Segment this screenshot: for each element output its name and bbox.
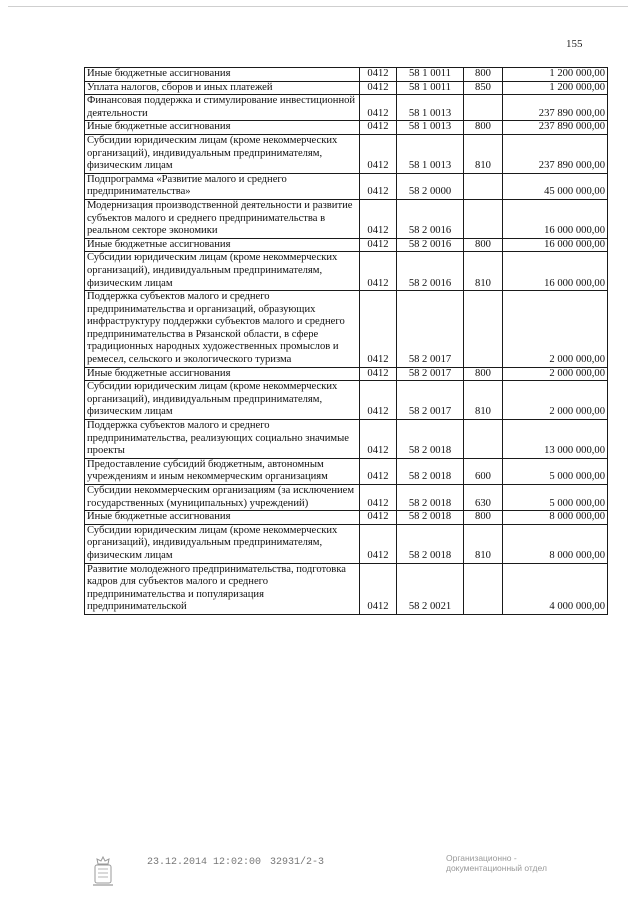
row-name: Субсидии юридическим лицам (кроме некоммерческих организаций), индивидуальным предпринимателям, физическим лицам bbox=[85, 381, 360, 420]
row-name: Иные бюджетные ассигнования bbox=[85, 511, 360, 525]
row-name: Субсидии юридическим лицам (кроме некоммерческих организаций), индивидуальным предпринимателям, физическим лицам bbox=[85, 524, 360, 563]
row-type: 800 bbox=[464, 511, 503, 525]
row-name: Финансовая поддержка и стимулирование инвестиционной деятельности bbox=[85, 95, 360, 121]
table-row bbox=[85, 420, 608, 459]
row-amount: 16 000 000,00 bbox=[503, 199, 608, 238]
row-amount: 45 000 000,00 bbox=[503, 173, 608, 199]
row-target: 58 1 0013 bbox=[397, 121, 464, 135]
row-section: 0412 bbox=[360, 291, 397, 368]
row-target: 58 2 0017 bbox=[397, 291, 464, 368]
row-target: 58 2 0018 bbox=[397, 524, 464, 563]
table-row bbox=[85, 524, 608, 563]
row-name: Поддержка субъектов малого и среднего предпринимательства и организаций, образующих инфраструктуру поддержки субъектов малого и среднего предпринимательства в Рязанской области, в сфере традиционных народных художественных промыслов и ремесел, сельского и экологического туризма bbox=[85, 291, 360, 368]
row-type: 600 bbox=[464, 458, 503, 484]
table-row bbox=[85, 367, 608, 381]
row-target: 58 2 0018 bbox=[397, 511, 464, 525]
row-target: 58 1 0011 bbox=[397, 81, 464, 95]
row-type bbox=[464, 199, 503, 238]
footer-department: Организационно - документационный отдел bbox=[446, 853, 547, 873]
row-type bbox=[464, 173, 503, 199]
row-name: Субсидии некоммерческим организациям (за исключением государственных (муниципальных) учреждений) bbox=[85, 485, 360, 511]
row-section: 0412 bbox=[360, 95, 397, 121]
row-amount: 1 200 000,00 bbox=[503, 81, 608, 95]
row-target: 58 1 0011 bbox=[397, 68, 464, 82]
table-row bbox=[85, 68, 608, 82]
row-section: 0412 bbox=[360, 238, 397, 252]
row-amount: 16 000 000,00 bbox=[503, 252, 608, 291]
row-name: Модернизация производственной деятельности и развитие субъектов малого и среднего предпринимательства в реальном секторе экономики bbox=[85, 199, 360, 238]
row-target: 58 1 0013 bbox=[397, 95, 464, 121]
row-name: Иные бюджетные ассигнования bbox=[85, 68, 360, 82]
row-section: 0412 bbox=[360, 199, 397, 238]
row-type: 850 bbox=[464, 81, 503, 95]
row-target: 58 2 0021 bbox=[397, 563, 464, 614]
table-row bbox=[85, 173, 608, 199]
row-target: 58 2 0000 bbox=[397, 173, 464, 199]
row-amount: 2 000 000,00 bbox=[503, 367, 608, 381]
row-target: 58 2 0018 bbox=[397, 485, 464, 511]
row-section: 0412 bbox=[360, 81, 397, 95]
row-amount: 2 000 000,00 bbox=[503, 291, 608, 368]
budget-table-body bbox=[85, 68, 608, 615]
table-row bbox=[85, 199, 608, 238]
row-type bbox=[464, 563, 503, 614]
footer-document-code: 32931/2-3 bbox=[270, 857, 325, 868]
row-section: 0412 bbox=[360, 485, 397, 511]
scan-top-edge bbox=[8, 6, 628, 7]
row-amount: 5 000 000,00 bbox=[503, 485, 608, 511]
footer-datetime: 23.12.2014 12:02:00 bbox=[147, 857, 262, 868]
row-section: 0412 bbox=[360, 458, 397, 484]
row-section: 0412 bbox=[360, 367, 397, 381]
table-row bbox=[85, 95, 608, 121]
row-name: Подпрограмма «Развитие малого и среднего предпринимательства» bbox=[85, 173, 360, 199]
row-type: 800 bbox=[464, 68, 503, 82]
row-target: 58 1 0013 bbox=[397, 134, 464, 173]
row-type: 810 bbox=[464, 252, 503, 291]
row-section: 0412 bbox=[360, 524, 397, 563]
row-type bbox=[464, 95, 503, 121]
row-target: 58 2 0017 bbox=[397, 381, 464, 420]
row-amount: 16 000 000,00 bbox=[503, 238, 608, 252]
row-name: Поддержка субъектов малого и среднего предпринимательства, реализующих социально значимые проекты bbox=[85, 420, 360, 459]
row-type bbox=[464, 291, 503, 368]
table-row bbox=[85, 81, 608, 95]
row-section: 0412 bbox=[360, 134, 397, 173]
row-type: 810 bbox=[464, 381, 503, 420]
row-type: 630 bbox=[464, 485, 503, 511]
row-type: 800 bbox=[464, 121, 503, 135]
row-target: 58 2 0017 bbox=[397, 367, 464, 381]
table-row bbox=[85, 121, 608, 135]
table-row bbox=[85, 458, 608, 484]
row-name: Развитие молодежного предпринимательства, подготовка кадров для субъектов малого и среднего предпринимательства и популяризация предпринимательской bbox=[85, 563, 360, 614]
row-amount: 1 200 000,00 bbox=[503, 68, 608, 82]
row-target: 58 2 0016 bbox=[397, 199, 464, 238]
crown-emblem-icon bbox=[90, 855, 116, 889]
table-row bbox=[85, 134, 608, 173]
row-name: Иные бюджетные ассигнования bbox=[85, 238, 360, 252]
table-row bbox=[85, 381, 608, 420]
row-section: 0412 bbox=[360, 252, 397, 291]
row-section: 0412 bbox=[360, 511, 397, 525]
row-amount: 237 890 000,00 bbox=[503, 95, 608, 121]
row-name: Иные бюджетные ассигнования bbox=[85, 121, 360, 135]
row-amount: 5 000 000,00 bbox=[503, 458, 608, 484]
row-name: Иные бюджетные ассигнования bbox=[85, 367, 360, 381]
row-name: Субсидии юридическим лицам (кроме некоммерческих организаций), индивидуальным предпринимателям, физическим лицам bbox=[85, 252, 360, 291]
row-type: 810 bbox=[464, 134, 503, 173]
row-section: 0412 bbox=[360, 121, 397, 135]
table-row bbox=[85, 511, 608, 525]
row-target: 58 2 0018 bbox=[397, 458, 464, 484]
row-target: 58 2 0016 bbox=[397, 238, 464, 252]
row-amount: 8 000 000,00 bbox=[503, 524, 608, 563]
row-type: 810 bbox=[464, 524, 503, 563]
row-amount: 237 890 000,00 bbox=[503, 134, 608, 173]
row-name: Субсидии юридическим лицам (кроме некоммерческих организаций), индивидуальным предпринимателям, физическим лицам bbox=[85, 134, 360, 173]
row-section: 0412 bbox=[360, 381, 397, 420]
table-row bbox=[85, 485, 608, 511]
table-row bbox=[85, 563, 608, 614]
row-target: 58 2 0016 bbox=[397, 252, 464, 291]
row-amount: 13 000 000,00 bbox=[503, 420, 608, 459]
row-type bbox=[464, 420, 503, 459]
page-number: 155 bbox=[566, 38, 583, 50]
row-amount: 4 000 000,00 bbox=[503, 563, 608, 614]
row-target: 58 2 0018 bbox=[397, 420, 464, 459]
table-row bbox=[85, 252, 608, 291]
row-section: 0412 bbox=[360, 563, 397, 614]
row-name: Предоставление субсидий бюджетным, автономным учреждениям и иным некоммерческим организациям bbox=[85, 458, 360, 484]
table-row bbox=[85, 291, 608, 368]
budget-table bbox=[84, 67, 608, 615]
row-section: 0412 bbox=[360, 173, 397, 199]
row-amount: 237 890 000,00 bbox=[503, 121, 608, 135]
table-row bbox=[85, 238, 608, 252]
row-section: 0412 bbox=[360, 420, 397, 459]
row-section: 0412 bbox=[360, 68, 397, 82]
row-type: 800 bbox=[464, 367, 503, 381]
row-amount: 8 000 000,00 bbox=[503, 511, 608, 525]
row-name: Уплата налогов, сборов и иных платежей bbox=[85, 81, 360, 95]
row-type: 800 bbox=[464, 238, 503, 252]
row-amount: 2 000 000,00 bbox=[503, 381, 608, 420]
